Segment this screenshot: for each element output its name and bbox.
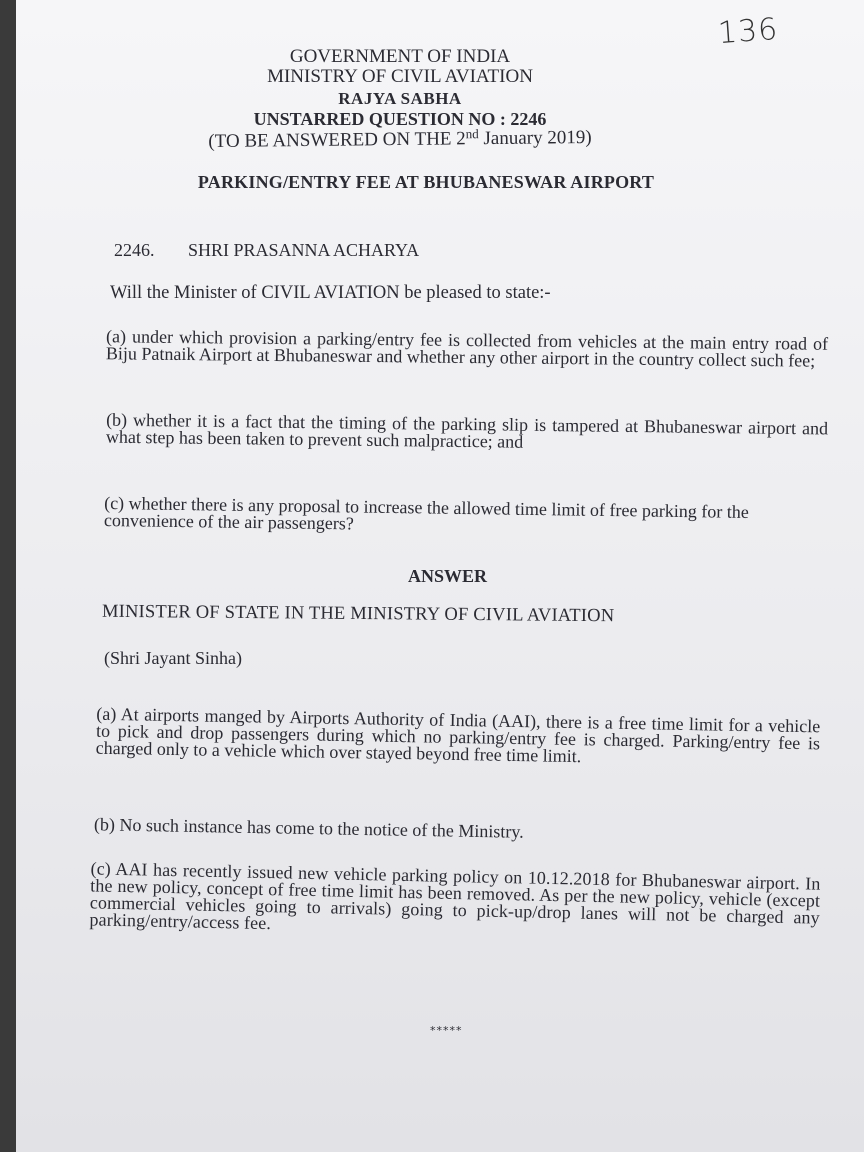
header-government: GOVERNMENT OF INDIA xyxy=(289,46,511,67)
question-number: 2246. xyxy=(114,240,155,260)
handwritten-page-number: 136 xyxy=(716,11,780,52)
answer-part-b: (b) No such instance has come to the notice of the Ministry. xyxy=(93,814,524,842)
header-question-number: UNSTARRED QUESTION NO : 2246 xyxy=(253,109,547,129)
answer-heading: ANSWER xyxy=(408,566,488,586)
answer-designation: MINISTER OF STATE IN THE MINISTRY OF CIVIL AVIATION xyxy=(101,601,615,627)
header-ministry: MINISTRY OF CIVIL AVIATION xyxy=(267,66,533,87)
question-intro: Will the Minister of CIVIL AVIATION be pleased to state:- xyxy=(110,283,551,303)
document-page xyxy=(16,0,864,1152)
answer-minister-name: (Shri Jayant Sinha) xyxy=(104,648,242,668)
question-part-c: (c) whether there is any proposal to increase the allowed time limit of free parking for the convenience of the air passengers? xyxy=(103,492,750,534)
header-answer-date: (TO BE ANSWERED ON THE 2nd January 2019) xyxy=(208,126,592,153)
answer-part-c: (c) AAI has recently issued new vehicle parking policy on 10.12.2018 for Bhubaneswar airport. In the new policy, concept of free time limit has been removed. As per the new policy, vehicle (except commercial vehicles going to arrivals) going to pick-up/drop lanes will not be charged any parking/entry/access fee. xyxy=(89,858,821,934)
answer-part-a: (a) At airports manged by Airports Authority of India (AAI), there is a free time limit for a vehicle to pick and drop passengers during which no parking/entry fee is charged. Parking/entry fee is charged only to a vehicle which over stayed beyond free time limit. xyxy=(95,703,821,767)
end-marker: ***** xyxy=(430,1024,463,1037)
member-name: SHRI PRASANNA ACHARYA xyxy=(188,240,420,260)
question-subject: PARKING/ENTRY FEE AT BHUBANESWAR AIRPORT xyxy=(197,172,655,192)
question-part-a: (a) under which provision a parking/entry fee is collected from vehicles at the main entry road of Biju Patnaik Airport at Bhubaneswar and whether any other airport in the country collect such fee; xyxy=(105,326,829,371)
header-house: RAJYA SABHA xyxy=(338,89,462,108)
question-part-b: (b) whether it is a fact that the timing of the parking slip is tampered at Bhubaneswar airport and what step has been taken to prevent such malpractice; and xyxy=(105,409,829,452)
question-member-line xyxy=(114,240,419,261)
